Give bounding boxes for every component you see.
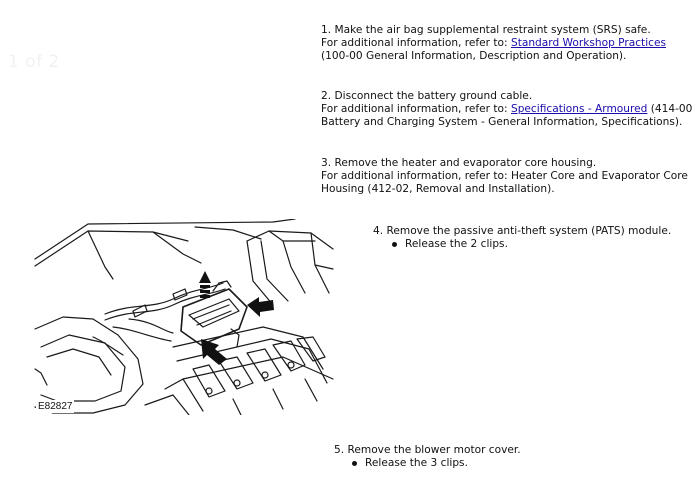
step-1-reference <box>321 37 666 50</box>
step-3-ref-line-2: Housing (412-02, Removal and Installation). <box>321 183 555 195</box>
step-4-bullet <box>405 238 671 251</box>
step-1 <box>321 24 666 63</box>
step-5-bullet <box>365 457 521 470</box>
pats-module-figure <box>33 219 335 415</box>
specifications-armoured-link[interactable]: Specifications - Armoured <box>510 103 648 115</box>
step-5 <box>334 444 521 470</box>
step-1-ref-suffix: (100-00 General Information, Description and Operation). <box>321 50 627 62</box>
page-counter: 1 of 2 <box>8 52 60 72</box>
step-3-ref-line-1: For additional information, refer to: Heater Core and Evaporator Core <box>321 170 688 182</box>
step-3-heading: 3. Remove the heater and evaporator core housing. <box>321 157 597 169</box>
pats-module-removal-illustration <box>33 219 335 415</box>
step-2-ref-prefix: For additional information, refer to: <box>321 103 511 115</box>
step-4 <box>373 225 671 251</box>
bullet-icon <box>392 242 397 247</box>
step-2-reference <box>321 103 692 116</box>
figure-label: E82827 <box>38 401 73 412</box>
step-3 <box>321 157 688 196</box>
bullet-icon <box>352 461 357 466</box>
step-2-ref-inline: (414-00 <box>647 103 693 115</box>
step-4-heading: 4. Remove the passive anti-theft system (PATS) module. <box>373 225 672 237</box>
step-1-ref-prefix: For additional information, refer to: <box>321 37 511 49</box>
standard-workshop-practices-link[interactable]: Standard Workshop Practices <box>510 37 666 49</box>
step-2 <box>321 90 692 129</box>
step-5-bullet-text: Release the 3 clips. <box>365 457 468 469</box>
step-2-heading: 2. Disconnect the battery ground cable. <box>321 90 533 102</box>
step-2-ref-suffix: Battery and Charging System - General Information, Specifications). <box>321 116 683 128</box>
step-4-bullet-text: Release the 2 clips. <box>405 238 508 250</box>
step-5-heading: 5. Remove the blower motor cover. <box>334 444 521 456</box>
step-1-heading: 1. Make the air bag supplemental restraint system (SRS) safe. <box>321 24 651 36</box>
